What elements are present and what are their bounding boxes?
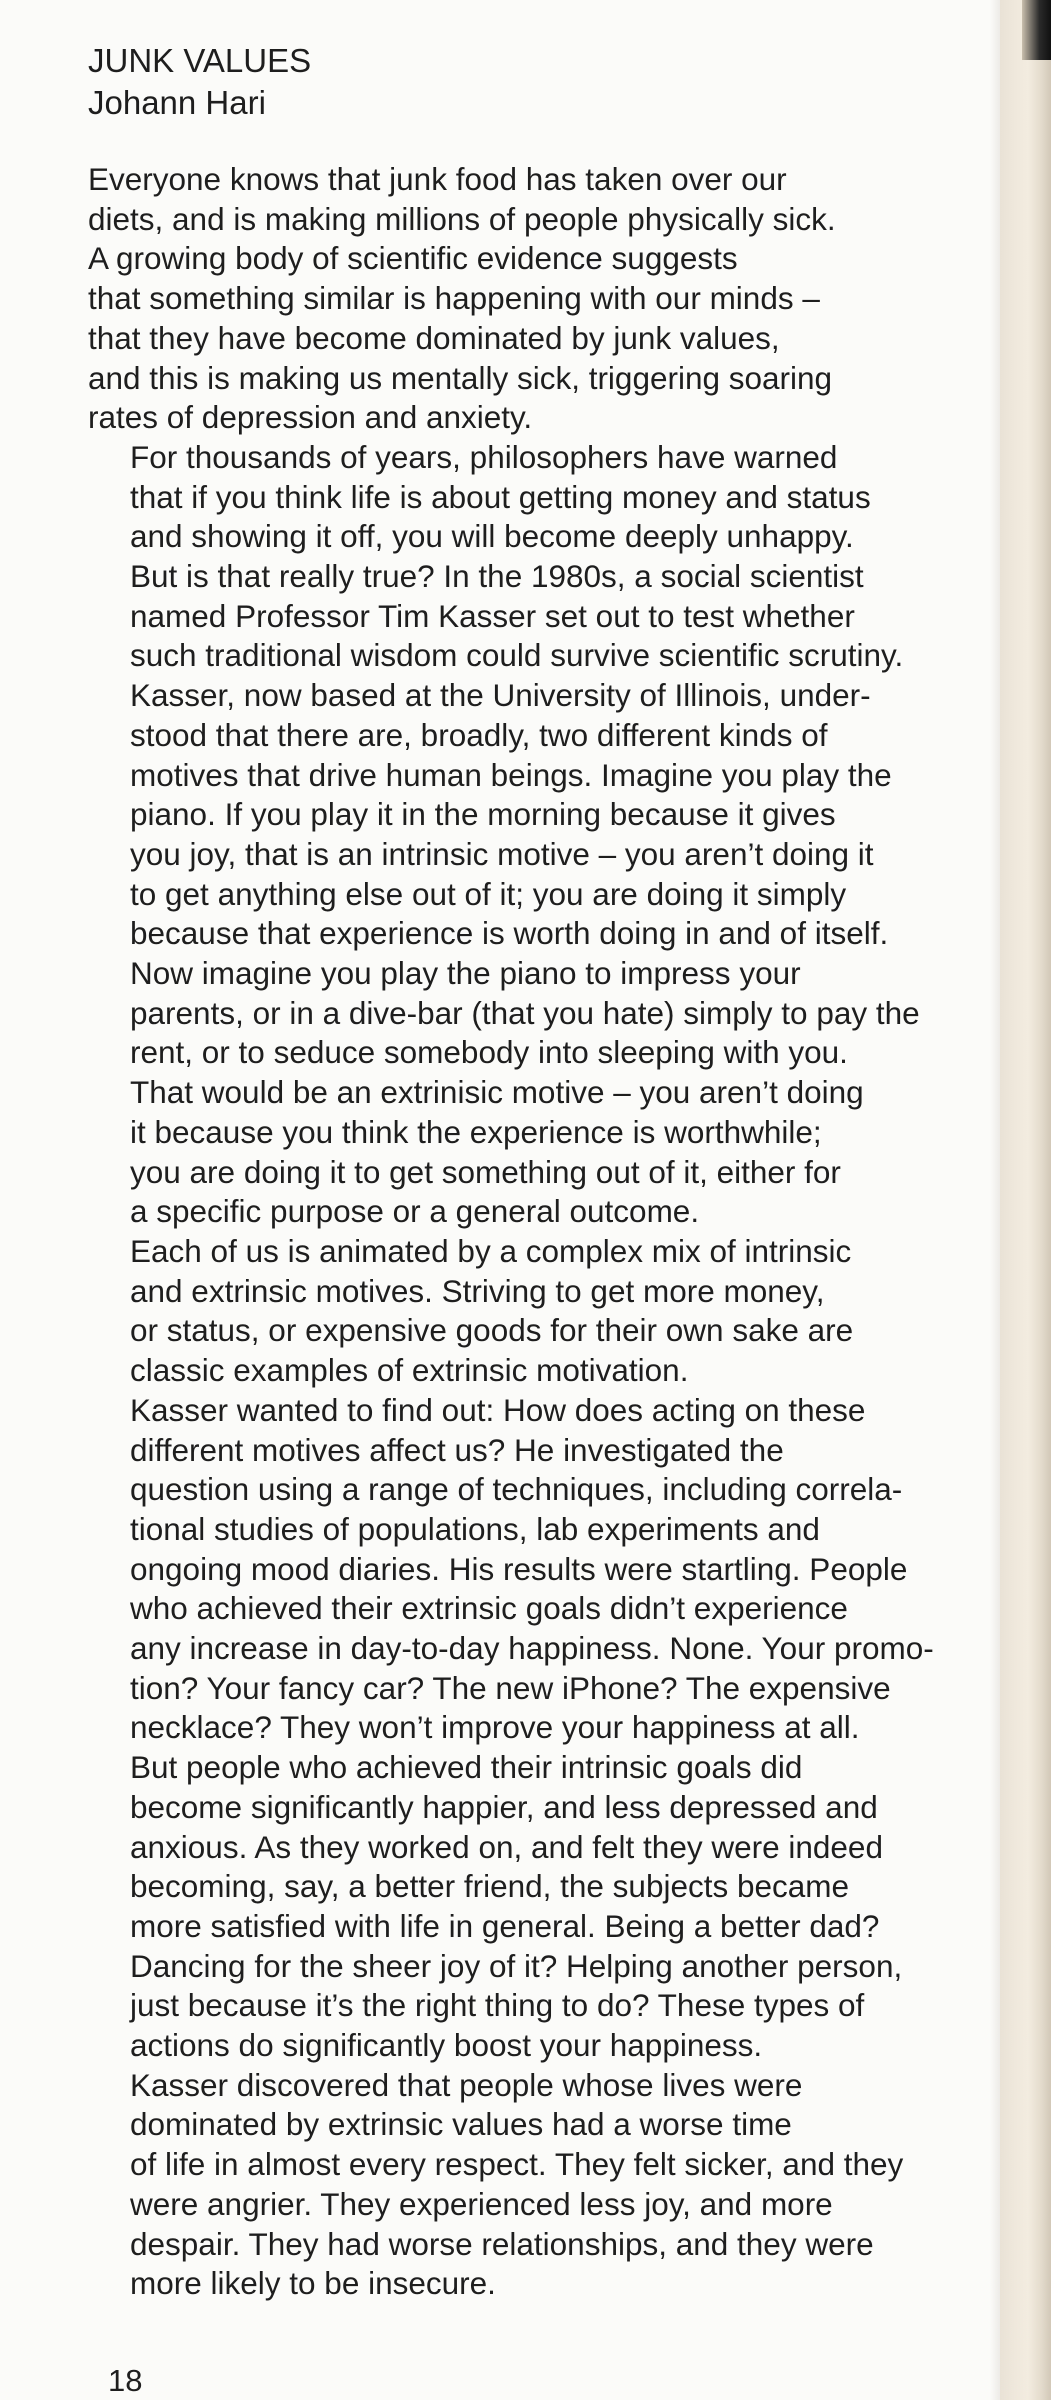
page-number: 18 (108, 2363, 143, 2398)
text-line: Kasser wanted to find out: How does acting on these (130, 1391, 866, 1428)
text-line: that they have become dominated by junk values, (88, 319, 780, 356)
text-line: Each of us is animated by a complex mix of intrinsic (130, 1232, 852, 1269)
text-line: any increase in day-to-day happiness. None. Your promo- (130, 1630, 934, 1667)
text-line: more satisfied with life in general. Being a better dad? (130, 1907, 880, 1944)
article-body (88, 160, 958, 2304)
paragraph (88, 1748, 958, 2066)
text-line: and extrinsic motives. Striving to get more money, (130, 1272, 825, 1309)
text-line: you are doing it to get something out of it, either for (130, 1153, 841, 1190)
text-line: tion? Your fancy car? The new iPhone? The expensive (130, 1669, 891, 1706)
text-line: question using a range of techniques, including correla- (130, 1471, 903, 1508)
text-line: or status, or expensive goods for their own sake are (130, 1312, 854, 1349)
text-line: necklace? They won’t improve your happiness at all. (130, 1709, 860, 1746)
text-line: it because you think the experience is worthwhile; (130, 1113, 822, 1150)
text-line: A growing body of scientific evidence suggests (88, 240, 738, 277)
text-line: For thousands of years, philosophers have warned (130, 438, 838, 475)
text-line: classic examples of extrinsic motivation. (130, 1352, 689, 1389)
text-line: But is that really true? In the 1980s, a social scientist (130, 558, 864, 595)
text-line: despair. They had worse relationships, and they were (130, 2225, 874, 2262)
text-line: But people who achieved their intrinsic goals did (130, 1749, 803, 1786)
text-line: ongoing mood diaries. His results were startling. People (130, 1550, 908, 1587)
text-line: actions do significantly boost your happiness. (130, 2027, 763, 2064)
text-line: who achieved their extrinsic goals didn’t experience (130, 1590, 848, 1627)
text-line: and this is making us mentally sick, triggering soaring (88, 359, 833, 396)
text-line: Kasser, now based at the University of Illinois, under- (130, 677, 871, 714)
article-author: Johann Hari (88, 84, 266, 121)
text-line: and showing it off, you will become deeply unhappy. (130, 518, 854, 555)
article-header (88, 40, 311, 124)
paragraph (88, 160, 958, 438)
text-line: a specific purpose or a general outcome. (130, 1193, 700, 1230)
text-line: become significantly happier, and less depressed and (130, 1788, 878, 1825)
paragraph (88, 954, 958, 1232)
text-line: Now imagine you play the piano to impress your (130, 955, 801, 992)
paragraph (88, 1391, 958, 1748)
text-line: tional studies of populations, lab experiments and (130, 1510, 820, 1547)
text-line: parents, or in a dive-bar (that you hate) simply to pay the (130, 994, 920, 1031)
text-line: diets, and is making millions of people physically sick. (88, 200, 836, 237)
book-cover-edge (1022, 0, 1051, 60)
book-page-edges (1000, 0, 1051, 2400)
text-line: dominated by extrinsic values had a worse time (130, 2106, 792, 2143)
text-line: Dancing for the sheer joy of it? Helping another person, (130, 1947, 903, 1984)
paragraph (88, 438, 958, 676)
text-line: just because it’s the right thing to do? These types of (130, 1987, 865, 2024)
text-line: named Professor Tim Kasser set out to test whether (130, 597, 855, 634)
text-line: Kasser discovered that people whose lives were (130, 2066, 803, 2103)
text-line: that if you think life is about getting money and status (130, 478, 871, 515)
text-line: were angrier. They experienced less joy, and more (130, 2185, 833, 2222)
text-line: such traditional wisdom could survive scientific scrutiny. (130, 637, 904, 674)
text-line: Everyone knows that junk food has taken over our (88, 161, 787, 197)
text-line: motives that drive human beings. Imagine you play the (130, 756, 892, 793)
text-line: piano. If you play it in the morning because it gives (130, 796, 836, 833)
article-title: JUNK VALUES (88, 42, 312, 79)
text-line: different motives affect us? He investigated the (130, 1431, 784, 1468)
text-line: you joy, that is an intrinsic motive – you aren’t doing it (130, 835, 874, 872)
paragraph (88, 1232, 958, 1391)
text-line: because that experience is worth doing in and of itself. (130, 915, 889, 952)
text-line: rates of depression and anxiety. (88, 399, 533, 436)
text-line: That would be an extrinisic motive – you aren’t doing (130, 1074, 864, 1111)
text-line: stood that there are, broadly, two different kinds of (130, 716, 828, 753)
text-line: that something similar is happening with our minds – (88, 280, 820, 317)
text-line: more likely to be insecure. (130, 2265, 496, 2302)
text-line: anxious. As they worked on, and felt they were indeed (130, 1828, 883, 1865)
text-line: to get anything else out of it; you are doing it simply (130, 875, 847, 912)
text-line: becoming, say, a better friend, the subjects became (130, 1868, 850, 1905)
text-line: of life in almost every respect. They felt sicker, and they (130, 2146, 904, 2183)
paragraph (88, 676, 958, 954)
paragraph (88, 2066, 958, 2304)
text-line: rent, or to seduce somebody into sleeping with you. (130, 1034, 848, 1071)
